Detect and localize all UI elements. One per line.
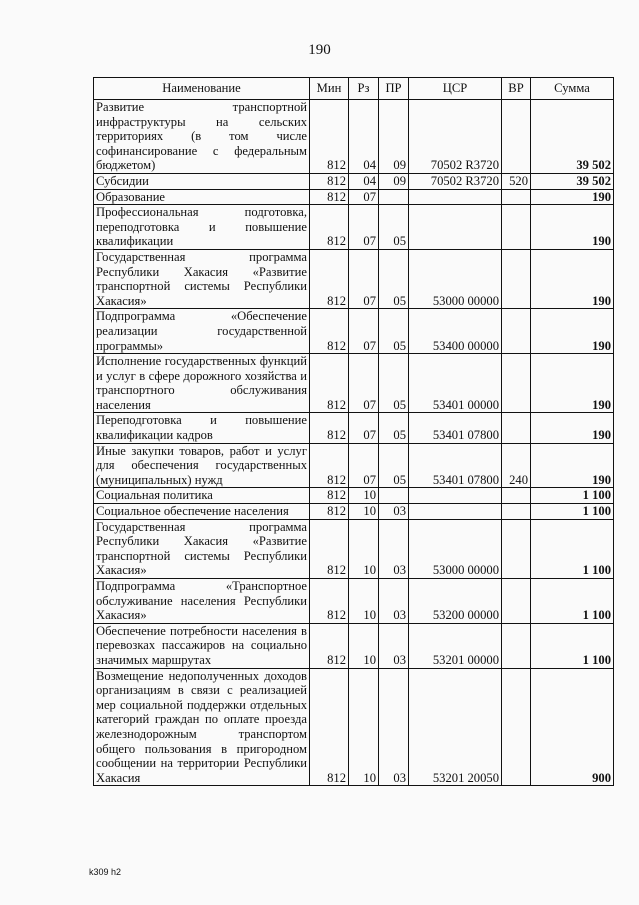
cell-pr: 05 — [379, 309, 409, 354]
table-row — [94, 173, 614, 189]
table-row — [94, 249, 614, 308]
cell-vr — [502, 189, 531, 205]
cell-rz: 10 — [349, 504, 379, 520]
table-row — [94, 354, 614, 413]
cell-csr: 70502 R3720 — [409, 100, 502, 174]
table-row — [94, 205, 614, 250]
cell-sum: 1 100 — [531, 579, 614, 624]
cell-vr — [502, 519, 531, 578]
cell-pr: 03 — [379, 623, 409, 668]
cell-pr: 05 — [379, 354, 409, 413]
cell-sum: 1 100 — [531, 488, 614, 504]
table-row — [94, 519, 614, 578]
cell-csr: 53401 00000 — [409, 354, 502, 413]
cell-vr — [502, 205, 531, 250]
cell-csr: 70502 R3720 — [409, 173, 502, 189]
cell-sum: 1 100 — [531, 623, 614, 668]
budget-table — [93, 77, 614, 786]
cell-pr: 05 — [379, 205, 409, 250]
cell-vr — [502, 623, 531, 668]
cell-csr: 53201 20050 — [409, 668, 502, 786]
cell-name: Подпрограмма «Транспортное обслуживание населения Республики Хакасия» — [94, 579, 310, 624]
cell-sum: 900 — [531, 668, 614, 786]
page-number: 190 — [308, 42, 331, 58]
cell-pr: 05 — [379, 413, 409, 443]
table-row — [94, 504, 614, 520]
cell-vr: 520 — [502, 173, 531, 189]
cell-csr — [409, 205, 502, 250]
cell-csr: 53401 07800 — [409, 413, 502, 443]
cell-rz: 07 — [349, 413, 379, 443]
cell-min: 812 — [310, 413, 349, 443]
footer-code: k309 h2 — [89, 867, 122, 877]
cell-name: Профессиональная подготовка, переподготовка и повышение квалификации — [94, 205, 310, 250]
cell-name: Социальная политика — [94, 488, 310, 504]
table-header-row — [94, 78, 614, 100]
cell-name: Обеспечение потребности населения в перевозках пассажиров на социально значимых маршрутах — [94, 623, 310, 668]
cell-min: 812 — [310, 173, 349, 189]
cell-min: 812 — [310, 309, 349, 354]
cell-name: Государственная программа Республики Хакасия «Развитие транспортной системы Республики Хакасия» — [94, 249, 310, 308]
table-row — [94, 309, 614, 354]
column-header-vr: ВР — [502, 78, 531, 100]
cell-csr — [409, 189, 502, 205]
cell-min: 812 — [310, 668, 349, 786]
column-header-pr: ПР — [379, 78, 409, 100]
cell-rz: 10 — [349, 579, 379, 624]
cell-name: Иные закупки товаров, работ и услуг для обеспечения государственных (муниципальных) нужд — [94, 443, 310, 488]
column-header-sum: Сумма — [531, 78, 614, 100]
table-row — [94, 189, 614, 205]
cell-name: Подпрограмма «Обеспечение реализации государственной программы» — [94, 309, 310, 354]
cell-sum: 1 100 — [531, 519, 614, 578]
column-header-name: Наименование — [94, 78, 310, 100]
cell-pr — [379, 488, 409, 504]
cell-vr: 240 — [502, 443, 531, 488]
cell-sum: 39 502 — [531, 100, 614, 174]
cell-rz: 10 — [349, 668, 379, 786]
cell-min: 812 — [310, 519, 349, 578]
cell-sum: 190 — [531, 249, 614, 308]
cell-name: Развитие транспортной инфраструктуры на сельских территориях (в том числе софинансирование с федеральным бюджетом) — [94, 100, 310, 174]
cell-vr — [502, 488, 531, 504]
column-header-csr: ЦСР — [409, 78, 502, 100]
cell-name: Переподготовка и повышение квалификации кадров — [94, 413, 310, 443]
cell-min: 812 — [310, 100, 349, 174]
cell-name: Субсидии — [94, 173, 310, 189]
cell-sum: 190 — [531, 189, 614, 205]
cell-csr: 53400 00000 — [409, 309, 502, 354]
cell-rz: 04 — [349, 173, 379, 189]
table-row — [94, 623, 614, 668]
cell-vr — [502, 668, 531, 786]
cell-vr — [502, 309, 531, 354]
cell-sum: 1 100 — [531, 504, 614, 520]
cell-csr: 53200 00000 — [409, 579, 502, 624]
cell-vr — [502, 579, 531, 624]
table-row — [94, 488, 614, 504]
cell-min: 812 — [310, 205, 349, 250]
cell-sum: 190 — [531, 309, 614, 354]
cell-sum: 190 — [531, 413, 614, 443]
cell-rz: 04 — [349, 100, 379, 174]
table-row — [94, 100, 614, 174]
cell-csr: 53201 00000 — [409, 623, 502, 668]
cell-min: 812 — [310, 249, 349, 308]
cell-rz: 07 — [349, 309, 379, 354]
cell-pr — [379, 189, 409, 205]
cell-vr — [502, 413, 531, 443]
cell-name: Образование — [94, 189, 310, 205]
cell-min: 812 — [310, 189, 349, 205]
cell-csr: 53401 07800 — [409, 443, 502, 488]
cell-csr: 53000 00000 — [409, 249, 502, 308]
cell-name: Социальное обеспечение населения — [94, 504, 310, 520]
cell-rz: 07 — [349, 443, 379, 488]
cell-csr: 53000 00000 — [409, 519, 502, 578]
cell-rz: 10 — [349, 623, 379, 668]
cell-sum: 190 — [531, 443, 614, 488]
cell-sum: 190 — [531, 205, 614, 250]
cell-pr: 03 — [379, 519, 409, 578]
cell-pr: 09 — [379, 100, 409, 174]
cell-rz: 07 — [349, 354, 379, 413]
cell-pr: 05 — [379, 249, 409, 308]
cell-pr: 03 — [379, 579, 409, 624]
cell-pr: 05 — [379, 443, 409, 488]
cell-name: Государственная программа Республики Хакасия «Развитие транспортной системы Республики Хакасия» — [94, 519, 310, 578]
cell-csr — [409, 504, 502, 520]
cell-min: 812 — [310, 579, 349, 624]
cell-min: 812 — [310, 354, 349, 413]
table-row — [94, 413, 614, 443]
cell-min: 812 — [310, 488, 349, 504]
cell-vr — [502, 249, 531, 308]
cell-name: Возмещение недополученных доходов организациям в связи с реализацией мер социальной поддержки отдельных категорий граждан по оплате проезда железнодорожным транспортом общего пользования в пригородном сообщении на территории Республики Хакасия — [94, 668, 310, 786]
table-body — [94, 100, 614, 786]
cell-min: 812 — [310, 623, 349, 668]
cell-rz: 07 — [349, 205, 379, 250]
cell-pr: 03 — [379, 504, 409, 520]
cell-rz: 07 — [349, 249, 379, 308]
cell-pr: 03 — [379, 668, 409, 786]
cell-name: Исполнение государственных функций и услуг в сфере дорожного хозяйства и транспортного обслуживания населения — [94, 354, 310, 413]
table-row — [94, 668, 614, 786]
cell-vr — [502, 100, 531, 174]
table-row — [94, 579, 614, 624]
cell-sum: 190 — [531, 354, 614, 413]
cell-min: 812 — [310, 443, 349, 488]
cell-rz: 10 — [349, 519, 379, 578]
cell-pr: 09 — [379, 173, 409, 189]
cell-sum: 39 502 — [531, 173, 614, 189]
table-row — [94, 443, 614, 488]
column-header-min: Мин — [310, 78, 349, 100]
cell-min: 812 — [310, 504, 349, 520]
cell-vr — [502, 504, 531, 520]
cell-csr — [409, 488, 502, 504]
column-header-rz: Рз — [349, 78, 379, 100]
cell-vr — [502, 354, 531, 413]
cell-rz: 10 — [349, 488, 379, 504]
cell-rz: 07 — [349, 189, 379, 205]
